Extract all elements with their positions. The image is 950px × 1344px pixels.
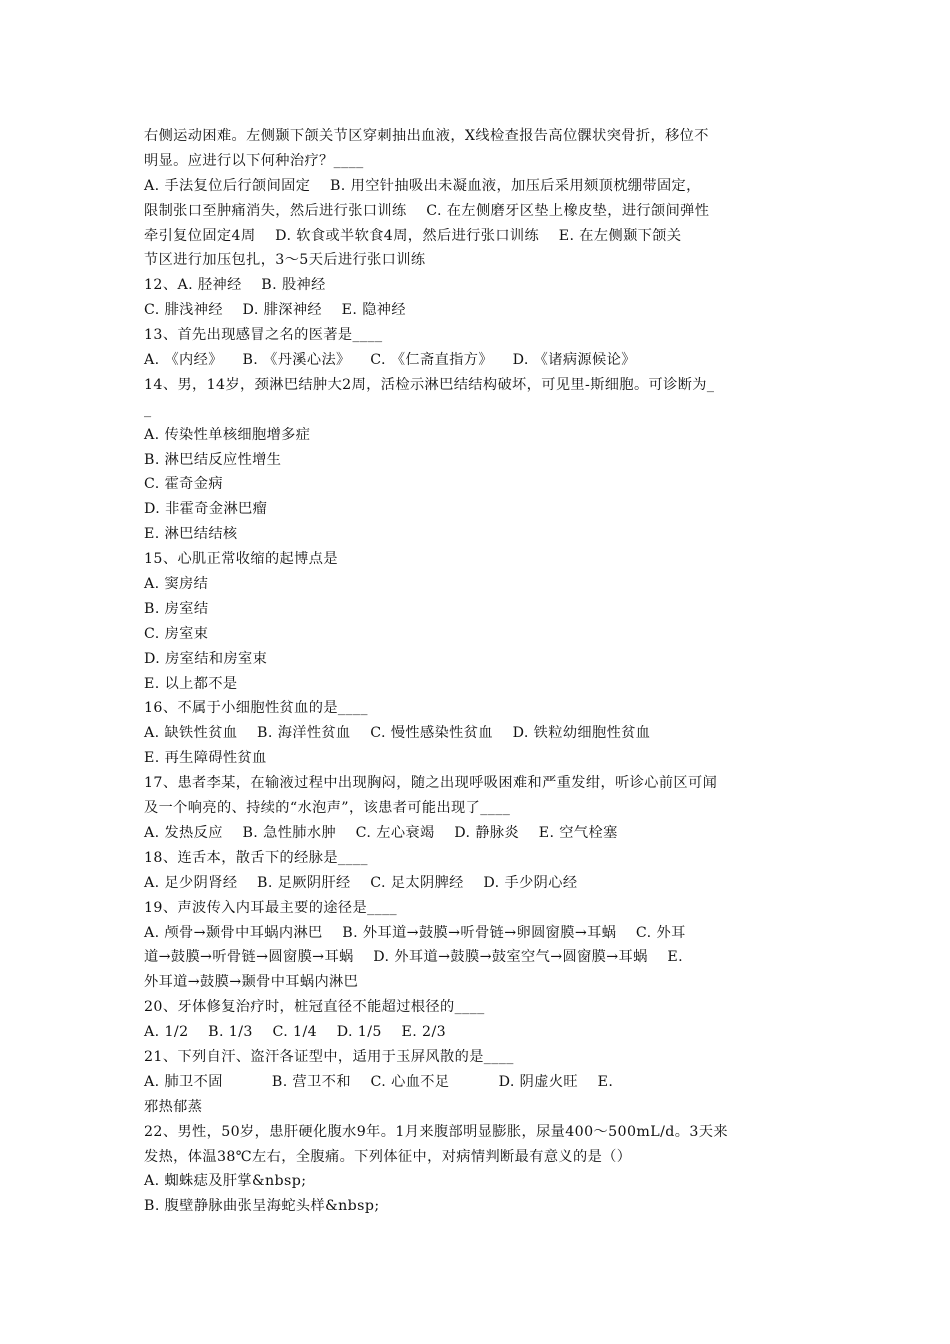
text-line: 21、下列自汗、盗汗各证型中，适用于玉屏风散的是____ <box>144 1048 514 1065</box>
text-line: 外耳道→鼓膜→颞骨中耳蜗内淋巴 <box>144 974 359 991</box>
text-line: A. 颅骨→颞骨中耳蜗内淋巴 B. 外耳道→鼓膜→听骨链→卵圆窗膜→耳蜗 C. 外耳 <box>144 924 686 941</box>
text-line: 15、心肌正常收缩的起博点是 <box>144 551 338 568</box>
text-line: 14、男，14岁，颈淋巴结肿大2周，活检示淋巴结结构破坏，可见里-斯细胞。可诊断为_ <box>144 376 715 393</box>
text-line: 16、不属于小细胞性贫血的是____ <box>144 700 368 717</box>
text-line: 右侧运动困难。左侧颞下颌关节区穿刺抽出血液，X线检查报告高位髁状突骨折，移位不 <box>144 128 709 144</box>
text-line: _ <box>144 401 152 418</box>
text-line: C. 霍奇金病 <box>144 476 223 493</box>
text-line: 发热，体温38℃左右，全腹痛。下列体征中，对病情判断最有意义的是（） <box>144 1148 632 1165</box>
text-line: B. 腹壁静脉曲张呈海蛇头样&nbsp; <box>144 1198 380 1215</box>
text-line: C. 房室束 <box>144 625 209 642</box>
text-line: C. 腓浅神经 D. 腓深神经 E. 隐神经 <box>144 302 406 319</box>
text-line: A. 足少阴肾经 B. 足厥阴肝经 C. 足太阴脾经 D. 手少阴心经 <box>144 874 578 891</box>
text-line: 22、男性，50岁，患肝硬化腹水9年。1月来腹部明显膨胀，尿量400～500mL/d。3天来 <box>144 1123 728 1140</box>
text-line: A. 1/2 B. 1/3 C. 1/4 D. 1/5 E. 2/3 <box>144 1024 447 1041</box>
text-line: A. 发热反应 B. 急性肺水肿 C. 左心衰竭 D. 静脉炎 E. 空气栓塞 <box>144 824 618 841</box>
text-line: B. 房室结 <box>144 600 209 617</box>
text-line: 限制张口至肿痛消失，然后进行张口训练 C. 在左侧磨牙区垫上橡皮垫，进行颌间弹性 <box>144 202 710 219</box>
text-line: 牵引复位固定4周 D. 软食或半软食4周，然后进行张口训练 E. 在左侧颞下颌关 <box>144 227 682 244</box>
text-line: A. 蜘蛛痣及肝掌&nbsp; <box>144 1173 307 1190</box>
text-line: A. 《内经》 B. 《丹溪心法》 C. 《仁斋直指方》 D. 《诸病源候论》 <box>144 352 636 369</box>
text-line: 道→鼓膜→听骨链→圆窗膜→耳蜗 D. 外耳道→鼓膜→鼓室空气→圆窗膜→耳蜗 E. <box>144 949 684 966</box>
text-line: 17、患者李某，在输液过程中出现胸闷，随之出现呼吸困难和严重发绀，听诊心前区可闻 <box>144 775 718 792</box>
text-line: D. 非霍奇金淋巴瘤 <box>144 501 268 518</box>
text-line: A. 肺卫不固 B. 营卫不和 C. 心血不足 D. 阴虚火旺 E. <box>144 1073 614 1090</box>
text-line: E. 以上都不是 <box>144 675 238 692</box>
text-line: A. 缺铁性贫血 B. 海洋性贫血 C. 慢性感染性贫血 D. 铁粒幼细胞性贫血 <box>144 725 651 742</box>
text-line: A. 窦房结 <box>144 576 209 593</box>
document-page <box>144 124 808 1219</box>
text-line: 12、A. 胫神经 B. 股神经 <box>144 277 326 294</box>
text-line: B. 淋巴结反应性增生 <box>144 451 282 468</box>
text-line: 及一个响亮的、持续的“水泡声”，该患者可能出现了____ <box>144 800 511 817</box>
text-line: D. 房室结和房室束 <box>144 650 268 667</box>
text-line: 13、首先出现感冒之名的医著是____ <box>144 327 383 344</box>
text-line: A. 手法复位后行颌间固定 B. 用空针抽吸出未凝血液，加压后采用颏顶枕绷带固定， <box>144 177 701 194</box>
text-line: A. 传染性单核细胞增多症 <box>144 426 311 443</box>
text-line: 19、声波传入内耳最主要的途径是____ <box>144 899 398 916</box>
text-line: 邪热郁蒸 <box>144 1098 203 1115</box>
text-line: 节区进行加压包扎，3～5天后进行张口训练 <box>144 252 426 269</box>
text-line: E. 淋巴结结核 <box>144 526 238 543</box>
text-line: 18、连舌本，散舌下的经脉是____ <box>144 849 368 866</box>
text-line: 明显。应进行以下何种治疗？____ <box>144 152 364 169</box>
text-line: 20、牙体修复治疗时，桩冠直径不能超过根径的____ <box>144 999 485 1016</box>
text-line: E. 再生障碍性贫血 <box>144 750 267 767</box>
